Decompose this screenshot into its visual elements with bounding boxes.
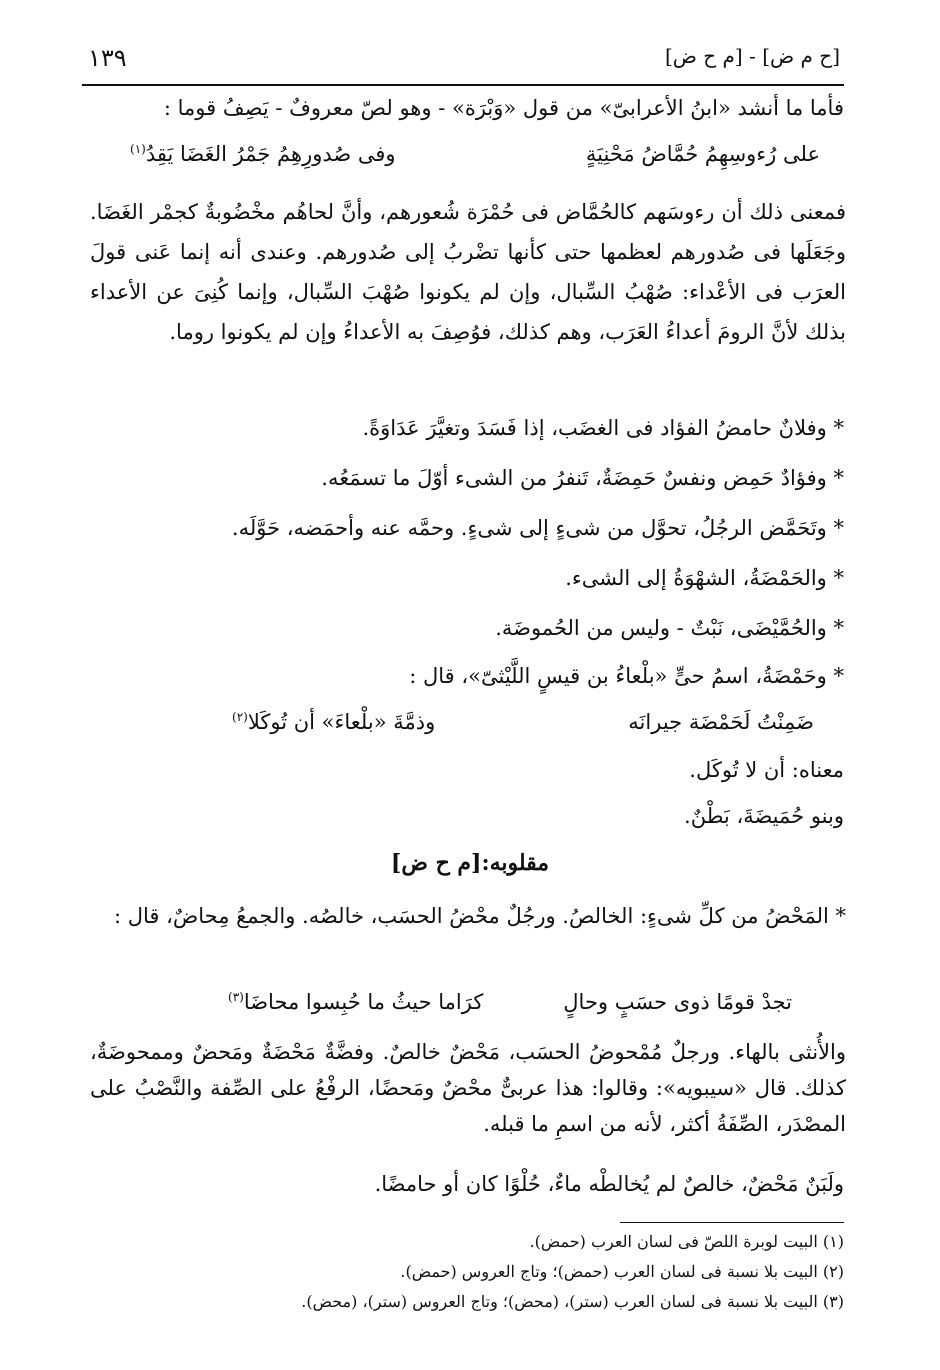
- item-1: * وفلانٌ حامضُ الفؤاد فى الغضَب، إذا فَسَدَ وتغيَّرَ عَدَاوَةً.: [362, 416, 844, 440]
- verse-3-second-hemistich: [228, 990, 483, 1014]
- section-heading: مقلوبه:[م ح ض]: [390, 850, 550, 876]
- running-header-section: [ح م ض] - [م ح ض]: [664, 44, 840, 68]
- verse-3-second-text: كرَاما حيثُ ما حُبِسوا محاضَا: [243, 990, 484, 1014]
- item-4: * والحَمْضَةُ، الشهْوَةُ إلى الشىء.: [565, 566, 844, 590]
- verse-3-first-hemistich: تجدْ قومًا ذوى حسَبٍ وحالٍ: [563, 990, 792, 1014]
- footnote-1: (١) البيت لوبرة اللصّ فى لسان العرب (حمض).: [529, 1232, 844, 1251]
- footnote-ref-3: (٣): [228, 990, 244, 1004]
- item-3: * وتَحَمَّض الرجُلُ، تحوَّل من شىءٍ إلى شىءٍ. وحمَّه عنه وأحمَضه، حَوَّلَه.: [231, 516, 844, 540]
- header-rule: [82, 84, 844, 86]
- para-3: * المَحْضُ من كلِّ شىءٍ: الخالصُ. ورجُلٌ محْضُ الحسَب، خالصُه. والجمعُ مِحاضٌ، قال :: [113, 904, 846, 928]
- line-banu: وبنو حُمَيضَةَ، بَطْنٌ.: [684, 804, 844, 828]
- item-6: * وحَمْضَةُ، اسمُ حىٍّ «بلْعاءُ بن قيسٍ اللَّيْثىّ»، قال :: [409, 664, 844, 688]
- verse-2-first-hemistich: ضَمِنْتُ لَحَمْضَة جيرانَه: [628, 710, 814, 734]
- verse-2-second-text: وذمَّةَ «بلْعاءَ» أن تُوكَلا: [247, 710, 436, 734]
- footnote-2: (٢) البيت بلا نسبة فى لسان العرب (حمض)؛ وتاج العروس (حمض).: [400, 1262, 844, 1281]
- line-meaning: معناه: أن لا تُوكَل.: [689, 758, 844, 782]
- para-4: والأُنثى بالهاء. ورجلٌ مُمْحوضُ الحسَب، مَحْضٌ خالصٌ. وفضَّةٌ مَحْضَةٌ ومَحضٌ وممحوضَةٌ، كذلك. قال «سيبويه»: وقالوا: هذا عربىٌّ محْضٌ ومَحضًا، الرفْعُ على الصِّفة والنَّصْبُ على المصْدَر، الصِّفَةُ أكثر، لأنه من اسمِ ما قبله.: [90, 1040, 846, 1136]
- footnote-ref-2: (٢): [232, 710, 248, 724]
- para-5: ولَبَنٌ مَحْضٌ، خالصٌ لم يُخالطْه ماءٌ، حُلْوًا كان أو حامضًا.: [374, 1172, 844, 1196]
- verse-1-second-hemistich: [130, 142, 396, 166]
- item-2: * وفؤادٌ حَمِض ونفسٌ حَمِضَةٌ، تَنفرُ من الشىء أوّلَ ما تسمَعُه.: [321, 466, 844, 490]
- verse-1-second-text: وفى صُدورِهِمُ جَمْرُ الغَضَا يَقِدُ: [145, 142, 396, 166]
- footnote-3: (٣) البيت بلا نسبة فى لسان العرب (ستر)، (محض)؛ وتاج العروس (ستر)، (محض).: [301, 1292, 844, 1311]
- footnote-rule: [620, 1222, 844, 1223]
- verse-2-second-hemistich: [232, 710, 435, 734]
- para-2: فمعنى ذلك أن رءوسَهم كالحُمَّاض فى حُمْرَة شُعورهم، وأنَّ لحاهُم مخْضُوبةٌ كجمْر الغَضَا. وجَعَلَها فى صُدورهم لعظمها حتى كأنها تضْربُ إلى صُدورهم. وعندى أنه إنما عَنى قولَ العرَب فى الأعْداء: صُهْبُ السِّبال، وإن لم يكونوا صُهْبَ السِّبال، وإنما كُنِىَ عن الأعداء بذلك لأنَّ الرومَ أعداءُ العَرَب، وهم كذلك، فوُصِفَ به الأعداءُ وإن لم يكونوا روما.: [90, 200, 846, 344]
- footnote-ref-1: (١): [130, 142, 146, 156]
- page-number: ١٣٩: [88, 44, 127, 72]
- para-1: فأما ما أنشد «ابنُ الأعرابىّ» من قول «وَبْرَة» - وهو لصّ معروفٌ - يَصِفُ قوما :: [163, 96, 844, 120]
- verse-1-first-hemistich: على رُءوسِهِمُ حُمَّاضُ مَحْنِيَةٍ: [585, 142, 820, 166]
- item-5: * والحُمَّيْضَى، نَبْتٌ - وليس من الحُموضَة.: [495, 616, 844, 640]
